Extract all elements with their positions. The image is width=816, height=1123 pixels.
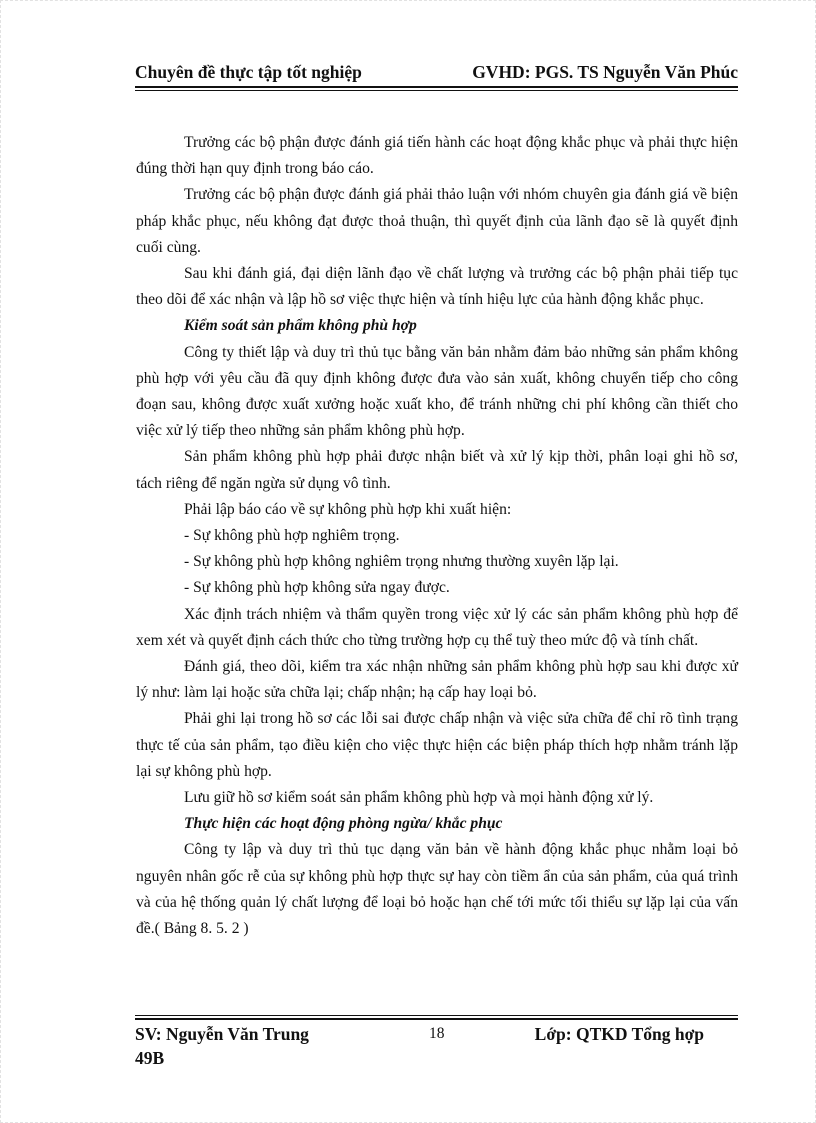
paragraph: Công ty thiết lập và duy trì thủ tục bằng văn bản nhằm đảm bảo những sản phẩm không phù hợp với yêu cầu đã quy định không được đưa vào sản xuất, không chuyển tiếp cho công đoạn sau, không được xuất xưởng hoặc xuất kho, để tránh những chi phí không cần thiết cho việc xử lý tiếp theo những sản phẩm không phù hợp.: [136, 343, 738, 440]
header-advisor: GVHD: PGS. TS Nguyễn Văn Phúc: [472, 62, 738, 82]
paragraph: Lưu giữ hồ sơ kiểm soát sản phẩm không phù hợp và mọi hành động xử lý.: [184, 789, 654, 807]
section-heading: Kiểm soát sản phẩm không phù hợp: [184, 317, 417, 335]
section-heading: Thực hiện các hoạt động phòng ngừa/ khắc phục: [184, 815, 503, 833]
header-title: Chuyên đề thực tập tốt nghiệp: [135, 62, 362, 82]
footer-rule-thin: [135, 1015, 738, 1016]
header-rule-thin: [135, 90, 738, 91]
paragraph: Xác định trách nhiệm và thẩm quyền trong việc xử lý các sản phẩm không phù hợp để xem xét và quyết định cách thức cho từng trường hợp cụ thể tuỳ theo mức độ và tính chất.: [136, 605, 738, 649]
paragraph: Công ty lập và duy trì thủ tục dạng văn bản về hành động khắc phục nhằm loại bỏ nguyên nhân gốc rễ của sự không phù hợp thực sự hay còn tiềm ẩn của sản phẩm, của quá trình và của hệ thống quản lý chất lượng để loại bỏ hoặc hạn chế tới mức tối thiểu sự lặp lại của vấn đề.( Bảng 8. 5. 2 ): [136, 841, 738, 938]
page-header: [135, 62, 738, 86]
footer-student: SV: Nguyễn Văn Trung 49B: [135, 1024, 309, 1068]
document-body: [136, 130, 738, 942]
paragraph: Đánh giá, theo dõi, kiểm tra xác nhận những sản phẩm không phù hợp sau khi được xử lý như: làm lại hoặc sửa chữa lại; chấp nhận; hạ cấp hay loại bỏ.: [136, 658, 738, 702]
paragraph: Trưởng các bộ phận được đánh giá phải thảo luận với nhóm chuyên gia đánh giá về biện pháp khắc phục, nếu không đạt được thoả thuận, thì quyết định của lãnh đạo sẽ là quyết định cuối cùng.: [136, 186, 738, 256]
page-number: 18: [429, 1025, 445, 1042]
paragraph: Phải lập báo cáo về sự không phù hợp khi xuất hiện:: [184, 500, 512, 518]
list-item: - Sự không phù hợp nghiêm trọng.: [184, 527, 400, 545]
paragraph: Sau khi đánh giá, đại diện lãnh đạo về chất lượng và trưởng các bộ phận phải tiếp tục theo dõi để xác nhận và lập hồ sơ việc thực hiện và tính hiệu lực của hành động khắc phục.: [136, 265, 738, 309]
paragraph: Sản phẩm không phù hợp phải được nhận biết và xử lý kịp thời, phân loại ghi hồ sơ, tách riêng để ngăn ngừa sử dụng vô tình.: [136, 448, 738, 492]
header-rule-thick: [135, 86, 738, 88]
list-item: - Sự không phù hợp không nghiêm trọng nhưng thường xuyên lặp lại.: [184, 553, 619, 571]
footer-class: Lớp: QTKD Tổng hợp: [534, 1024, 704, 1044]
paragraph: Trưởng các bộ phận được đánh giá tiến hành các hoạt động khắc phục và phải thực hiện đúng thời hạn quy định trong báo cáo.: [136, 134, 738, 178]
paragraph: Phải ghi lại trong hồ sơ các lỗi sai được chấp nhận và việc sửa chữa để chỉ rõ tình trạng thực tế của sản phẩm, tạo điều kiện cho việc thực hiện các biện pháp thích hợp nhằm tránh lặp lại sự không phù hợp.: [136, 710, 738, 780]
list-item: - Sự không phù hợp không sửa ngay được.: [184, 579, 450, 597]
footer-rule-thick: [135, 1018, 738, 1020]
